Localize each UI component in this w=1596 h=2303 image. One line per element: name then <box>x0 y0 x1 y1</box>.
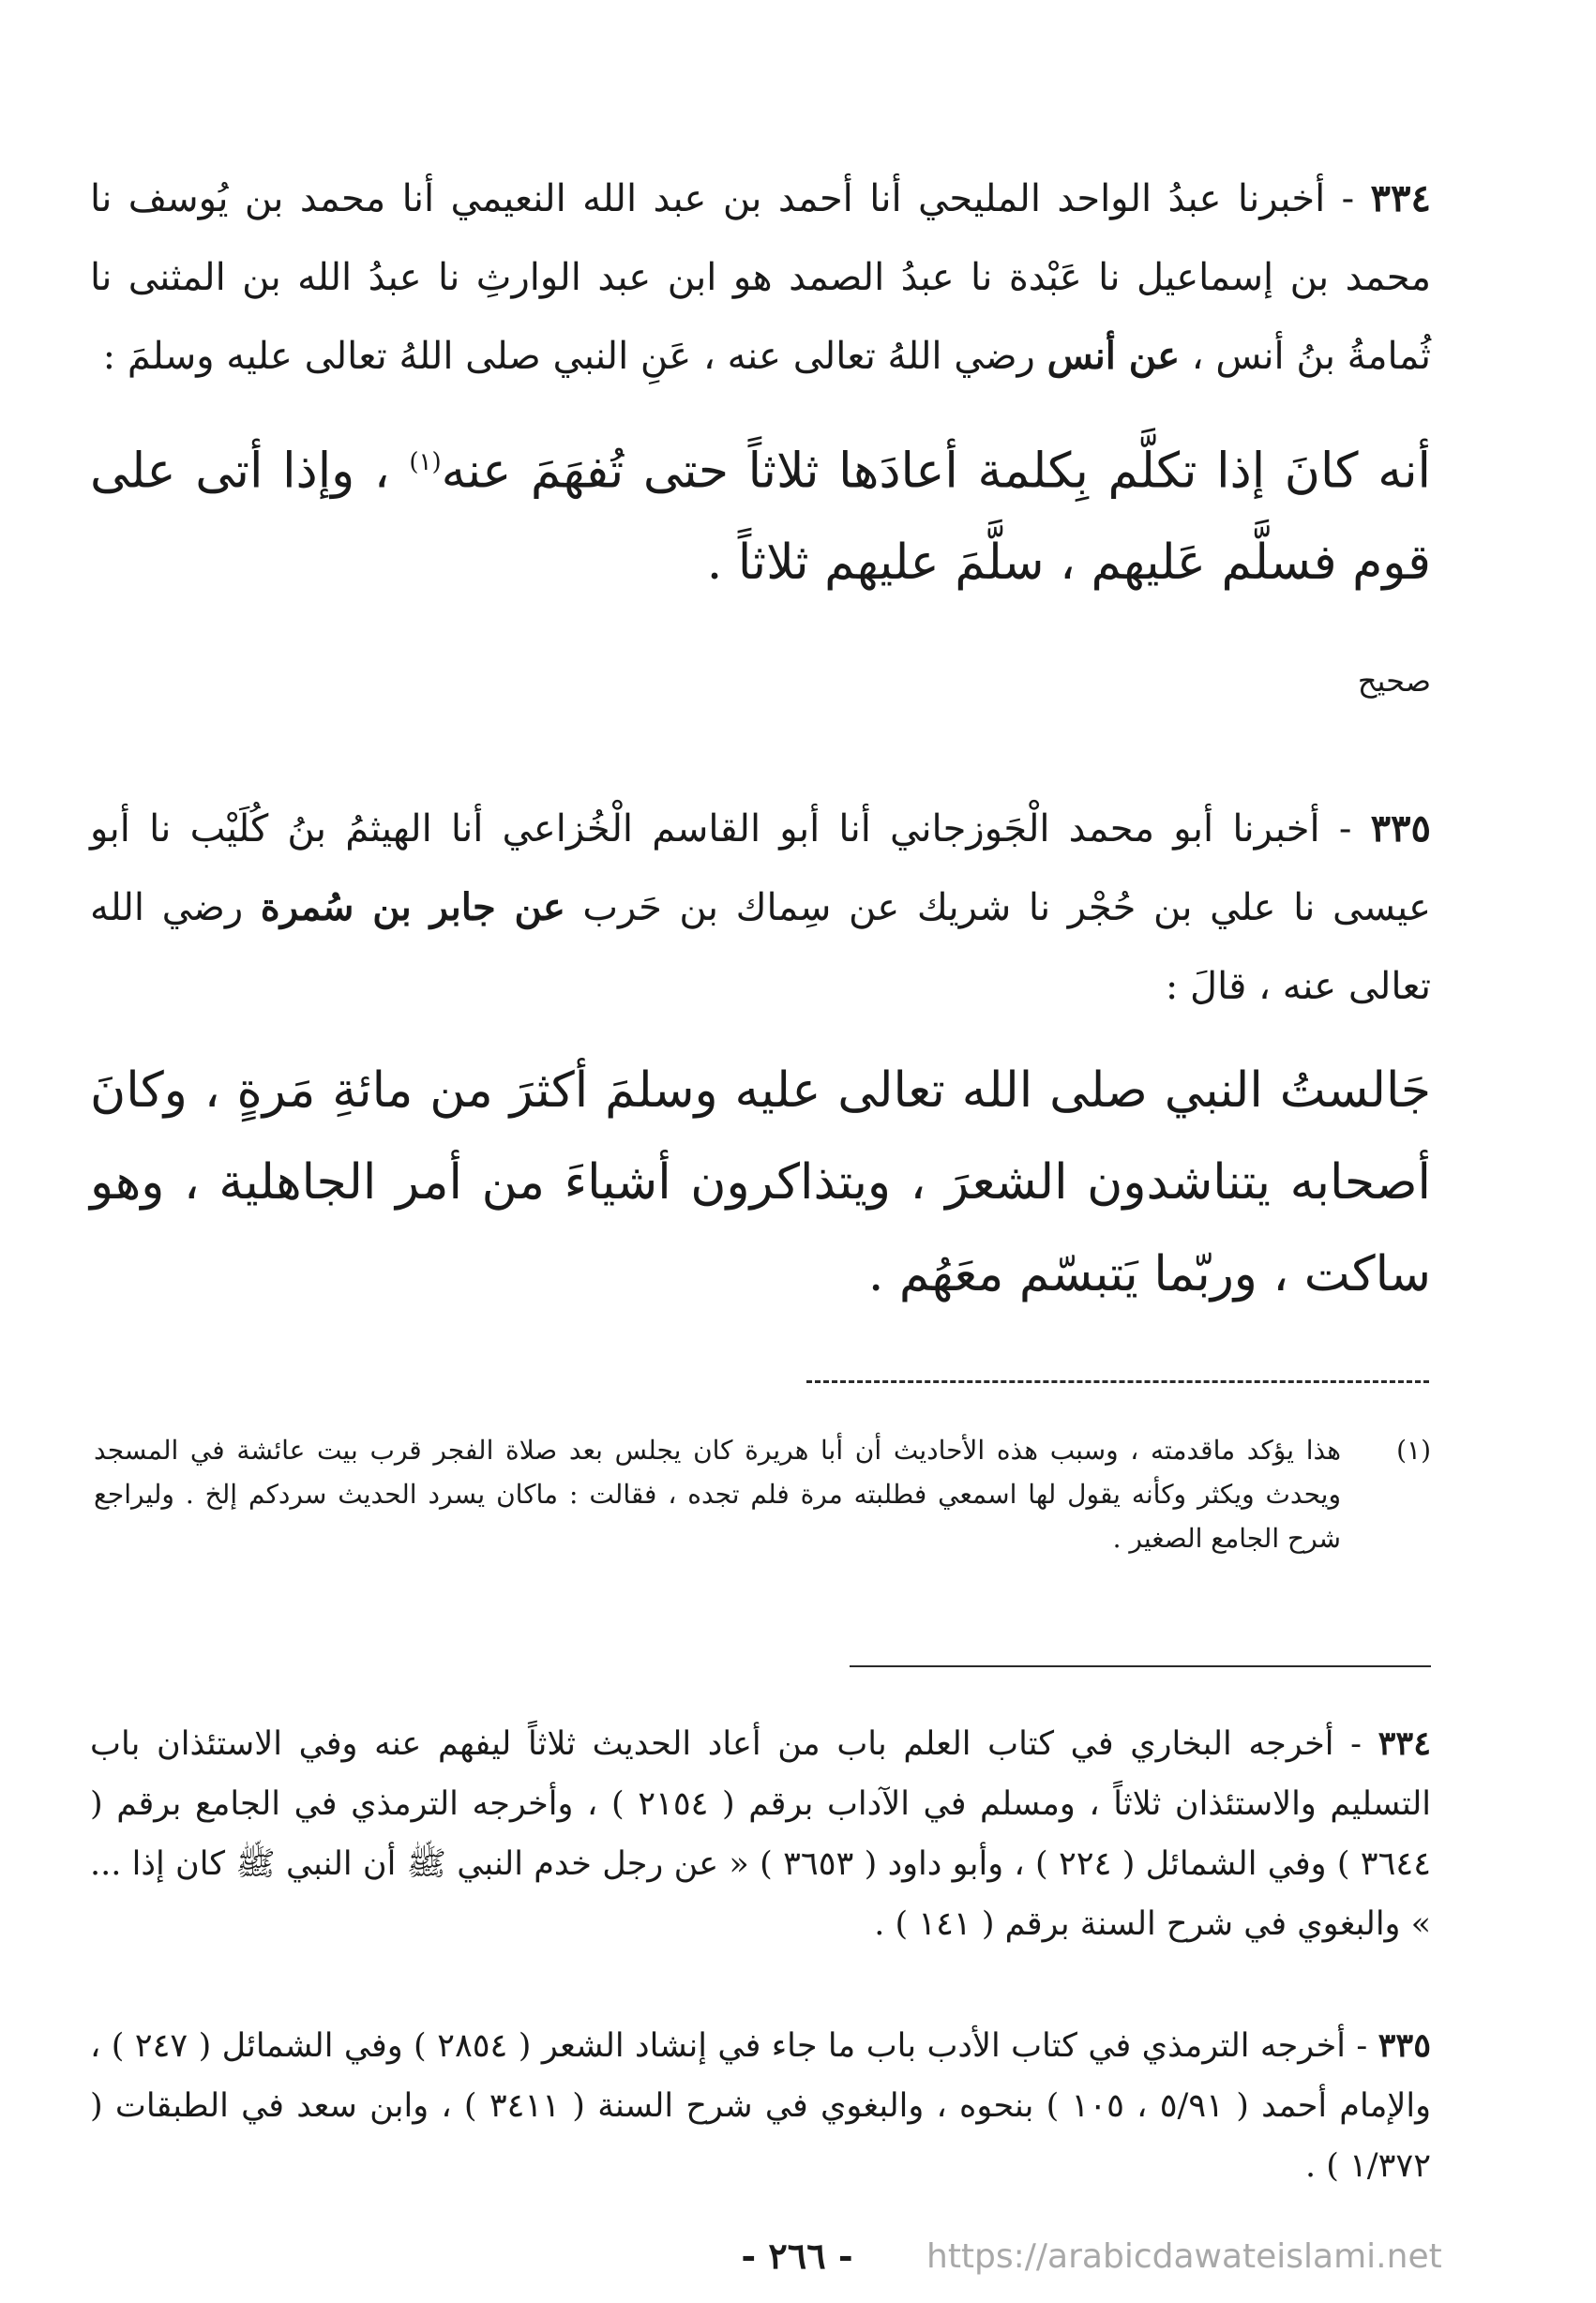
takhrij-number: ٣٣٥ <box>1378 2026 1432 2065</box>
isnad-end: رضي الله تعالى عنه ، قالَ : <box>90 886 1431 1008</box>
hadith-number: ٣٣٤ <box>1370 176 1431 220</box>
matn-text-continued: ، وإذا أتى على قوم فسلَّم عَليهم ، سلَّمَ عليهم ثلاثاً . <box>90 443 1431 592</box>
hadith-334-isnad: ٣٣٤ - أخبرنا عبدُ الواحد المليحي أنا أحمد بن عبد الله النعيمي أنا محمد بن يُوسف نا محمد بن إسماعيل نا عَبْدة نا عبدُ الصمد هو ابن عبد الوارثِ نا عبدُ الله بن المثنى نا ثُمامةُ بنُ أنس ، عن أنس رضي اللهُ تعالى عنه ، عَنِ النبي صلى اللهُ تعالى عليه وسلمَ : <box>90 176 1431 378</box>
watermark-url: https://arabicdawateislami.net <box>926 2237 1442 2276</box>
isnad-end: رضي اللهُ تعالى عنه ، عَنِ النبي صلى اللهُ تعالى عليه وسلمَ : <box>102 335 1035 378</box>
narrator-name: عن جابر بن سُمرة <box>260 885 565 929</box>
footnote-text: هذا يؤكد ماقدمته ، وسبب هذه الأحاديث أن أبا هريرة كان يجلس بعد صلاة الفجر قرب بيت عائشة في المسجد ويحدث ويكثر وكأنه يقول لها اسمعي فطلبته مرة فلم تجده ، فقالت : ماكان يسرد الحديث سردكم إلخ . وليراجع شرح الجامع الصغير . <box>94 1435 1341 1554</box>
narrator-name: عن أنس <box>1046 334 1181 378</box>
takhrij-number: ٣٣٤ <box>1378 1724 1432 1763</box>
isnad-text: أخبرنا أبو محمد الْجَوزجاني أنا أبو القاسم الْخُزاعي أنا الهيثمُ بنُ كُلَيْب نا أبو عيسى نا علي بن حُجْر نا شريك عن سِماك بن حَرب <box>90 807 1431 929</box>
hadith-335-isnad: ٣٣٥ - أخبرنا أبو محمد الْجَوزجاني أنا أبو القاسم الْخُزاعي أنا الهيثمُ بنُ كُلَيْب نا أبو عيسى نا علي بن حُجْر نا شريك عن سِماك بن حَرب عن جابر بن سُمرة رضي الله تعالى عنه ، قالَ : <box>90 806 1432 1008</box>
page-number: - ٢٦٦ - <box>741 2235 853 2277</box>
footnote-separator <box>806 1380 1429 1383</box>
takhrij-335: ٣٣٥ - أخرجه الترمذي في كتاب الأدب باب ما جاء في إنشاد الشعر ( ٢٨٥٤ ) وفي الشمائل ( ٢٤٧ ) ، والإمام أحمد ( ٥/٩١ ، ١٠٥ ) بنحوه ، والبغوي في شرح السنة ( ٣٤١١ ) ، وابن سعد في الطبقات ( ١/٣٧٢ ) . <box>90 2026 1432 2185</box>
isnad-text: أخبرنا عبدُ الواحد المليحي أنا أحمد بن عبد الله النعيمي أنا محمد بن يُوسف نا محمد بن إسماعيل نا عَبْدة نا عبدُ الصمد هو ابن عبد الوارثِ نا عبدُ الله بن المثنى نا ثُمامةُ بنُ أنس ، <box>90 177 1431 378</box>
takhrij-text: أخرجه البخاري في كتاب العلم باب من أعاد الحديث ثلاثاً ليفهم عنه وفي الاستئذان باب التسليم والاستئذان ثلاثاً ، ومسلم في الآداب برقم ( ٢١٥٤ ) ، وأخرجه الترمذي في الجامع برقم ( ٣٦٤٤ ) وفي الشمائل ( ٢٢٤ ) ، وأبو داود ( ٣٦٥٣ ) « عن رجل خدم النبي ﷺ أن النبي ﷺ كان إذا ... » والبغوي في شرح السنة برقم ( ١٤١ ) . <box>90 1725 1431 1943</box>
hadith-334-matn <box>90 416 1431 609</box>
footnote-reference[interactable]: (١) <box>409 448 442 476</box>
hadith-number: ٣٣٥ <box>1370 806 1432 850</box>
takhrij-separator <box>850 1665 1431 1667</box>
hadith-335-matn: جَالستُ النبي صلى الله تعالى عليه وسلمَ أكثرَ من مائةِ مَرةٍ ، وكانَ أصحابه يتناشدون الشعرَ ، ويتذاكرون أشياءَ من أمر الجاهلية ، وهو ساكت ، وربّما يَتبسّم معَهُم . <box>90 1062 1431 1302</box>
takhrij-text: أخرجه الترمذي في كتاب الأدب باب ما جاء في إنشاد الشعر ( ٢٨٥٤ ) وفي الشمائل ( ٢٤٧ ) ، والإمام أحمد ( ٥/٩١ ، ١٠٥ ) بنحوه ، والبغوي في شرح السنة ( ٣٤١١ ) ، وابن سعد في الطبقات ( ١/٣٧٢ ) . <box>90 2027 1431 2185</box>
takhrij-334: ٣٣٤ - أخرجه البخاري في كتاب العلم باب من أعاد الحديث ثلاثاً ليفهم عنه وفي الاستئذان باب التسليم والاستئذان ثلاثاً ، ومسلم في الآداب برقم ( ٢١٥٤ ) ، وأخرجه الترمذي في الجامع برقم ( ٣٦٤٤ ) وفي الشمائل ( ٢٢٤ ) ، وأبو داود ( ٣٦٥٣ ) « عن رجل خدم النبي ﷺ أن النبي ﷺ كان إذا ... » والبغوي في شرح السنة برقم ( ١٤١ ) . <box>90 1724 1432 1943</box>
matn-text: أنه كانَ إذا تكلَّم بِكلمة أعادَها ثلاثاً حتى تُفهَمَ عنه <box>441 443 1431 500</box>
hadith-grade: صحيح <box>1357 663 1431 699</box>
footnote-marker: (١) <box>1396 1435 1431 1466</box>
